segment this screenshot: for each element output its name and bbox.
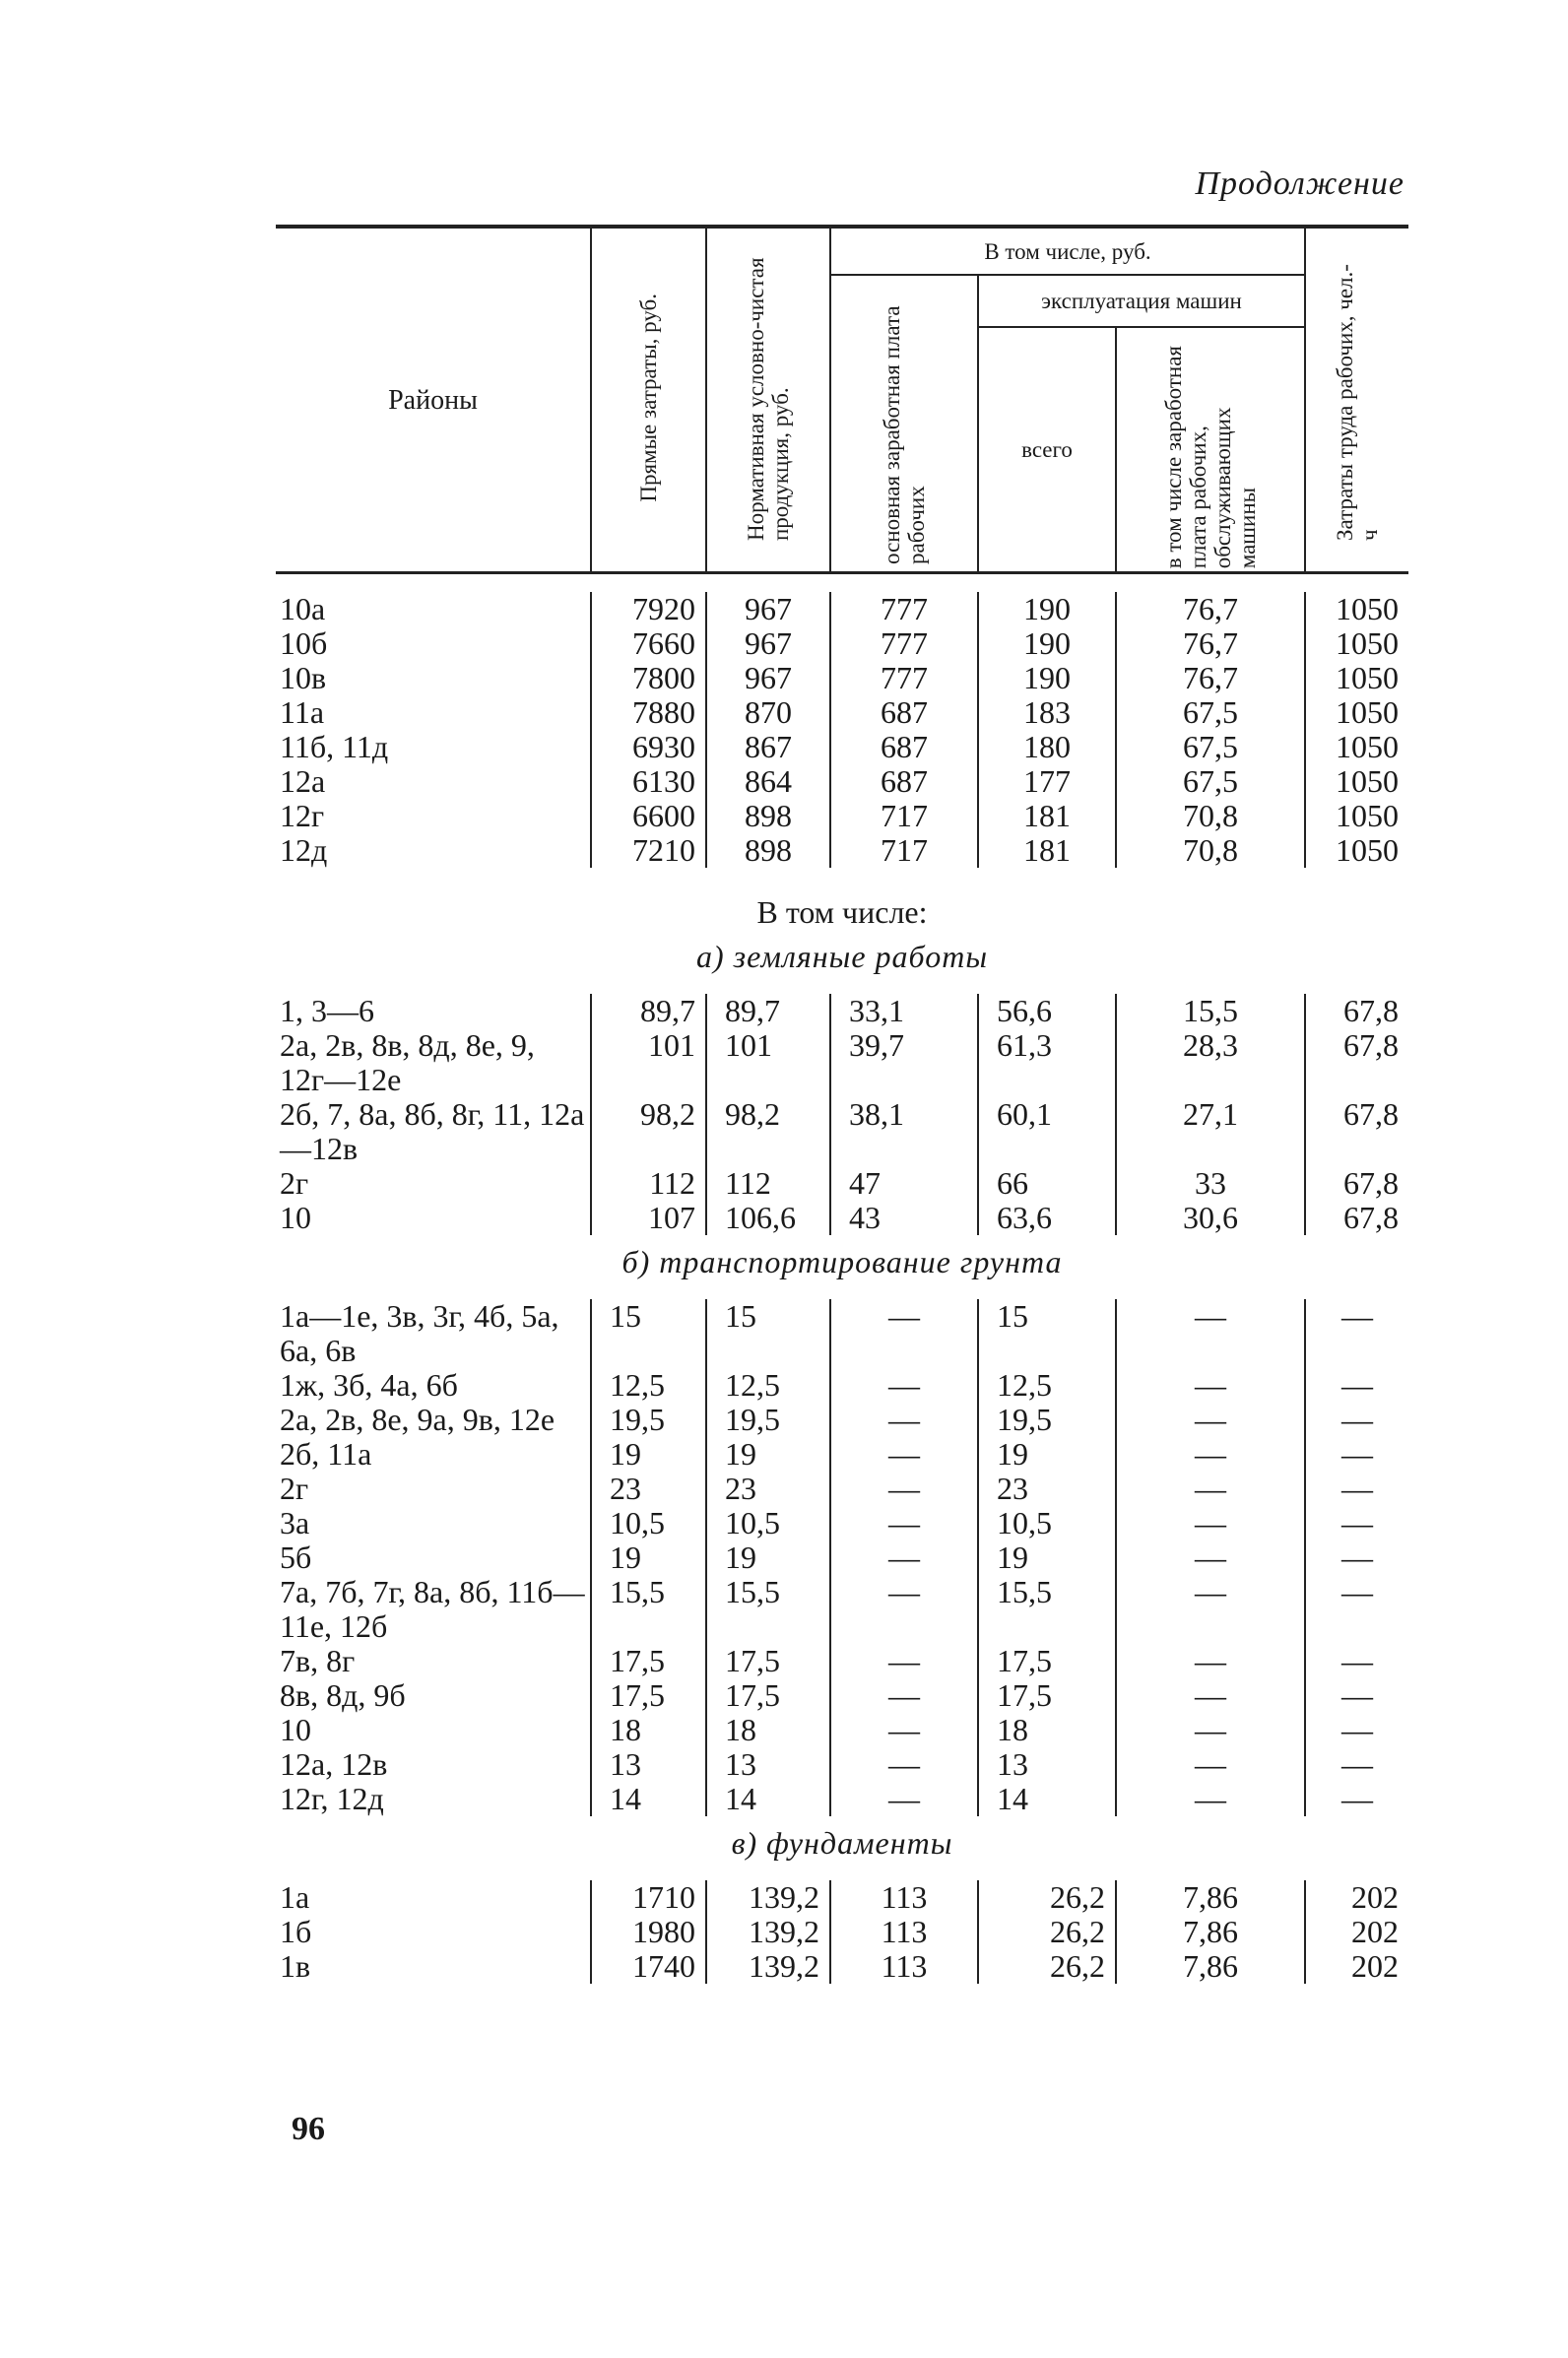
rayon-name: 12г [280,798,325,833]
cell-col5: 27,1 [1116,1097,1305,1166]
cell-col6: — [1305,1299,1408,1368]
cell-col6: 1050 [1305,833,1408,868]
rayon-name: 2б, 7, 8а, 8б, 8г, 11, 12а—12в [280,1096,585,1166]
rayon-name: 1б [280,1914,312,1949]
header-vsego: всего [978,327,1116,573]
section-title-row [276,1816,1408,1880]
cell-col2: 13 [706,1747,830,1782]
cell-col5: — [1116,1506,1305,1540]
cell-col4: 26,2 [978,1915,1116,1949]
cell-col6: 67,8 [1305,1166,1408,1201]
cell-col2: 898 [706,799,830,833]
cell-col4: 17,5 [978,1644,1116,1678]
cell-col3: — [830,1472,978,1506]
cell-col2: 101 [706,1028,830,1097]
table-row [276,764,1408,799]
table-row [276,1201,1408,1235]
cell-col3: — [830,1782,978,1816]
cell-col2: 98,2 [706,1097,830,1166]
cell-col2: 870 [706,695,830,730]
cell-col3: 717 [830,833,978,868]
cell-col5: 67,5 [1116,695,1305,730]
cell-col2: 15 [706,1299,830,1368]
rayon-name: 2г [280,1471,309,1506]
cell-col4: 190 [978,661,1116,695]
table-row [276,833,1408,868]
cell-col5: — [1116,1403,1305,1437]
header-ekspluatatsiya: эксплуатация машин [978,275,1305,327]
cell-col2: 967 [706,626,830,661]
cell-col6: — [1305,1644,1408,1678]
table-row [276,1915,1408,1949]
table-row [276,1782,1408,1816]
cell-col1: 10,5 [591,1506,706,1540]
cell-col1: 7880 [591,695,706,730]
cell-col6: 1050 [1305,799,1408,833]
cell-col1: 98,2 [591,1097,706,1166]
cell-col1: 1710 [591,1880,706,1915]
cell-col6: — [1305,1678,1408,1713]
cell-col6: — [1305,1540,1408,1575]
cell-col5: — [1116,1472,1305,1506]
cell-col4: 13 [978,1747,1116,1782]
cell-col6: 1050 [1305,626,1408,661]
table-row [276,730,1408,764]
cell-col5: — [1116,1299,1305,1368]
cell-col2: 23 [706,1472,830,1506]
table-row [276,1299,1408,1368]
cell-col5: 67,5 [1116,730,1305,764]
header-rayony: Районы [388,384,478,416]
cell-col2: 10,5 [706,1506,830,1540]
continuation-label: Продолжение [1195,165,1405,202]
cell-col6: 1050 [1305,592,1408,626]
cell-col5: 76,7 [1116,661,1305,695]
rayon-name: 7а, 7б, 7г, 8а, 8б, 11б—11е, 12б [280,1574,585,1644]
cell-col5: 30,6 [1116,1201,1305,1235]
cell-col6: — [1305,1437,1408,1472]
rayon-name: 2а, 2в, 8е, 9а, 9в, 12е [280,1402,555,1437]
spacer-row [276,573,1408,593]
cell-col2: 139,2 [706,1880,830,1915]
cell-col4: 56,6 [978,994,1116,1028]
section-title: в) фундаменты [731,1825,953,1861]
cell-col4: 23 [978,1472,1116,1506]
table-row [276,1644,1408,1678]
cell-col3: 777 [830,592,978,626]
header-osnovnaya: основная заработная плата рабочих [830,275,978,573]
v-tom-chisle-row [276,868,1408,930]
cell-col6: — [1305,1782,1408,1816]
table-row [276,661,1408,695]
cell-col6: — [1305,1747,1408,1782]
cell-col5: — [1116,1540,1305,1575]
cell-col2: 112 [706,1166,830,1201]
cell-col6: 1050 [1305,730,1408,764]
cell-col2: 18 [706,1713,830,1747]
cell-col2: 17,5 [706,1678,830,1713]
cell-col4: 60,1 [978,1097,1116,1166]
rayon-name: 1а [280,1879,310,1915]
cell-col1: 107 [591,1201,706,1235]
cell-col5: 7,86 [1116,1915,1305,1949]
cell-col2: 898 [706,833,830,868]
cell-col3: 47 [830,1166,978,1201]
cell-col6: — [1305,1575,1408,1644]
table-row [276,1097,1408,1166]
cell-col4: 181 [978,833,1116,868]
cell-col5: 28,3 [1116,1028,1305,1097]
rayon-name: 7в, 8г [280,1643,356,1678]
cell-col2: 14 [706,1782,830,1816]
cell-col1: 7660 [591,626,706,661]
cell-col3: 39,7 [830,1028,978,1097]
table-body [276,573,1408,1985]
cell-col6: 67,8 [1305,1097,1408,1166]
table-row [276,1575,1408,1644]
rayon-name: 2г [280,1165,309,1201]
cell-col3: 113 [830,1949,978,1984]
cell-col5: — [1116,1437,1305,1472]
header-zatraty-truda: Затраты труда рабочих, чел.-ч [1305,227,1408,573]
cell-col3: — [830,1747,978,1782]
cell-col1: 1740 [591,1949,706,1984]
cell-col5: 33 [1116,1166,1305,1201]
cell-col4: 63,6 [978,1201,1116,1235]
section-title: а) земляные работы [696,939,988,974]
cell-col1: 112 [591,1166,706,1201]
table-row [276,1028,1408,1097]
cell-col4: 19 [978,1540,1116,1575]
rayon-name: 8в, 8д, 9б [280,1677,406,1713]
rayon-name: 12а [280,763,326,799]
rayon-name: 3а [280,1505,310,1540]
rayon-name: 2а, 2в, 8в, 8д, 8е, 9, 12г—12е [280,1027,535,1097]
cell-col4: 15,5 [978,1575,1116,1644]
cell-col1: 12,5 [591,1368,706,1403]
rayon-name: 11а [280,694,325,730]
cell-col3: 687 [830,730,978,764]
cell-col5: 15,5 [1116,994,1305,1028]
cell-col4: 66 [978,1166,1116,1201]
cell-col2: 967 [706,661,830,695]
cell-col6: 202 [1305,1949,1408,1984]
cell-col5: — [1116,1713,1305,1747]
cell-col1: 14 [591,1782,706,1816]
cell-col3: 777 [830,626,978,661]
table-row [276,1713,1408,1747]
cell-col4: 61,3 [978,1028,1116,1097]
cell-col5: — [1116,1644,1305,1678]
cell-col2: 19,5 [706,1403,830,1437]
cell-col3: 113 [830,1880,978,1915]
table-row [276,626,1408,661]
table-row [276,1368,1408,1403]
cell-col2: 17,5 [706,1644,830,1678]
cell-col1: 19,5 [591,1403,706,1437]
cell-col6: — [1305,1713,1408,1747]
cell-col3: — [830,1299,978,1368]
cell-col3: 687 [830,764,978,799]
cell-col5: 7,86 [1116,1880,1305,1915]
rayon-name: 5б [280,1539,312,1575]
cell-col4: 26,2 [978,1880,1116,1915]
cell-col6: 67,8 [1305,994,1408,1028]
page-number: 96 [292,2111,325,2147]
cell-col4: 19 [978,1437,1116,1472]
table-row [276,695,1408,730]
cell-col6: 1050 [1305,764,1408,799]
cell-col1: 6930 [591,730,706,764]
cell-col2: 106,6 [706,1201,830,1235]
cell-col3: 717 [830,799,978,833]
table-row [276,1472,1408,1506]
rayon-name: 10а [280,591,326,626]
cell-col4: 14 [978,1782,1116,1816]
cell-col1: 15 [591,1299,706,1368]
cell-col4: 15 [978,1299,1116,1368]
cell-col6: 67,8 [1305,1201,1408,1235]
cell-col2: 19 [706,1540,830,1575]
table-row [276,1747,1408,1782]
cell-col2: 12,5 [706,1368,830,1403]
cell-col2: 967 [706,592,830,626]
norms-table [276,225,1408,1984]
cell-col4: 183 [978,695,1116,730]
cell-col1: 101 [591,1028,706,1097]
cell-col1: 89,7 [591,994,706,1028]
cell-col5: 70,8 [1116,799,1305,833]
table-row [276,1880,1408,1915]
cell-col4: 190 [978,626,1116,661]
cell-col4: 19,5 [978,1403,1116,1437]
cell-col3: 687 [830,695,978,730]
cell-col4: 17,5 [978,1678,1116,1713]
cell-col1: 7920 [591,592,706,626]
cell-col1: 6600 [591,799,706,833]
cell-col3: — [830,1678,978,1713]
table-row [276,592,1408,626]
rayon-name: 10в [280,660,327,695]
rayon-name: 1в [280,1948,311,1984]
cell-col1: 18 [591,1713,706,1747]
rayon-name: 1ж, 3б, 4а, 6б [280,1367,458,1403]
section-title: б) транспортирование грунта [621,1244,1063,1279]
section-title-row [276,1235,1408,1299]
cell-col6: 202 [1305,1880,1408,1915]
cell-col5: — [1116,1678,1305,1713]
cell-col4: 12,5 [978,1368,1116,1403]
rayon-name: 12д [280,832,328,868]
cell-col4: 10,5 [978,1506,1116,1540]
cell-col1: 7800 [591,661,706,695]
cell-col4: 26,2 [978,1949,1116,1984]
cell-col6: — [1305,1403,1408,1437]
rayon-name: 12г, 12д [280,1781,384,1816]
cell-col5: 67,5 [1116,764,1305,799]
cell-col6: — [1305,1368,1408,1403]
rayon-name: 2б, 11а [280,1436,372,1472]
cell-col6: 67,8 [1305,1028,1408,1097]
cell-col2: 89,7 [706,994,830,1028]
cell-col4: 181 [978,799,1116,833]
cell-col1: 13 [591,1747,706,1782]
rayon-name: 12а, 12в [280,1746,388,1782]
table-row [276,1506,1408,1540]
cell-col2: 864 [706,764,830,799]
cell-col3: — [830,1437,978,1472]
cell-col5: 7,86 [1116,1949,1305,1984]
cell-col3: 777 [830,661,978,695]
table-row [276,1678,1408,1713]
cell-col3: — [830,1403,978,1437]
cell-col4: 180 [978,730,1116,764]
cell-col2: 867 [706,730,830,764]
cell-col5: 70,8 [1116,833,1305,868]
cell-col2: 139,2 [706,1949,830,1984]
cell-col6: — [1305,1472,1408,1506]
cell-col3: 113 [830,1915,978,1949]
cell-col5: — [1116,1368,1305,1403]
rayon-name: 10 [280,1712,311,1747]
cell-col1: 15,5 [591,1575,706,1644]
cell-col6: — [1305,1506,1408,1540]
cell-col1: 17,5 [591,1644,706,1678]
rayon-name: 10 [280,1200,311,1235]
cell-col3: — [830,1540,978,1575]
table-row [276,1949,1408,1984]
table-row [276,1540,1408,1575]
table-row [276,1437,1408,1472]
table-header [276,227,1408,573]
cell-col1: 6130 [591,764,706,799]
section-title-row [276,930,1408,994]
rayon-name: 1, 3—6 [280,993,374,1028]
cell-col4: 18 [978,1713,1116,1747]
table-row [276,1166,1408,1201]
cell-col3: — [830,1506,978,1540]
cell-col5: 76,7 [1116,592,1305,626]
cell-col1: 19 [591,1437,706,1472]
header-v-tom-chisle: В том числе, руб. [830,227,1305,275]
cell-col4: 177 [978,764,1116,799]
table-row [276,1403,1408,1437]
cell-col3: — [830,1368,978,1403]
cell-col3: 33,1 [830,994,978,1028]
cell-col2: 15,5 [706,1575,830,1644]
rayon-name: 1а—1е, 3в, 3г, 4б, 5а, 6а, 6в [280,1298,559,1368]
cell-col3: 43 [830,1201,978,1235]
cell-col1: 1980 [591,1915,706,1949]
cell-col6: 1050 [1305,695,1408,730]
cell-col5: — [1116,1782,1305,1816]
cell-col2: 19 [706,1437,830,1472]
cell-col5: — [1116,1575,1305,1644]
cell-col5: 76,7 [1116,626,1305,661]
table-row [276,799,1408,833]
cell-col2: 139,2 [706,1915,830,1949]
cell-col3: — [830,1644,978,1678]
rayon-name: 11б, 11д [280,729,389,764]
header-v-tom-chisle-zarplata: в том числе заработная плата рабочих, обслуживающих машины [1116,327,1305,573]
cell-col6: 1050 [1305,661,1408,695]
cell-col6: 202 [1305,1915,1408,1949]
rayon-name: 10б [280,625,328,661]
cell-col3: — [830,1575,978,1644]
cell-col1: 7210 [591,833,706,868]
header-pryamye: Прямые затраты, руб. [591,227,706,573]
cell-col1: 19 [591,1540,706,1575]
cell-col1: 17,5 [591,1678,706,1713]
cell-col4: 190 [978,592,1116,626]
cell-col5: — [1116,1747,1305,1782]
table-row [276,994,1408,1028]
header-normativnaya: Нормативная условно-чистая продукция, руб. [706,227,830,573]
cell-col3: — [830,1713,978,1747]
cell-col3: 38,1 [830,1097,978,1166]
cell-col1: 23 [591,1472,706,1506]
v-tom-chisle-label: В том числе: [756,894,928,930]
